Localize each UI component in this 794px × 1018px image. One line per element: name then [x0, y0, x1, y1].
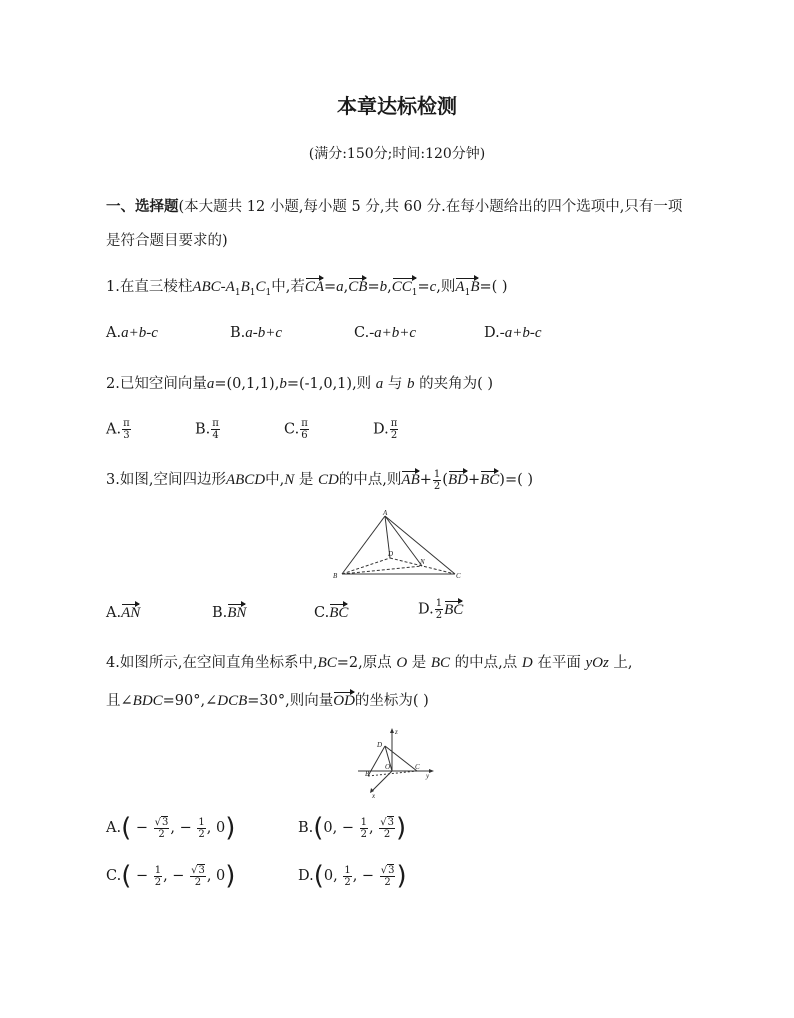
axis-x-label: x: [372, 792, 376, 798]
q4-option-b[interactable]: B.(0, − $\frac{1}{2}$ , $\frac{√3}{2}$ ): [298, 813, 407, 843]
coordinate-figure: [355, 726, 440, 798]
vector-bd: BD: [448, 469, 468, 489]
q1-option-d[interactable]: D.-a+b-c: [484, 325, 542, 341]
point-d-label: D: [377, 741, 383, 749]
q1-option-a[interactable]: A.a+b-c: [106, 325, 158, 341]
q2-option-a[interactable]: A. $\frac{\pi}{3}$: [106, 418, 130, 441]
q3-option-a[interactable]: A.AN: [106, 602, 140, 622]
question-1: 1.在直三棱柱ABC-$A_1B_1C_1$中,若$CA=a,CB=b,CC_1=c$,则$A_1B=$( ): [106, 275, 508, 298]
label-c: C: [456, 572, 461, 580]
axis-y-label: y: [426, 772, 430, 780]
vector-ca: CA: [305, 276, 324, 296]
section-heading: 一、选择题: [106, 199, 179, 215]
q3-option-b[interactable]: B.BN: [212, 602, 246, 622]
q3-option-d[interactable]: D. $\frac{1}{2}$ BC: [418, 598, 464, 621]
label-n: N: [420, 558, 425, 566]
label-b: B: [333, 572, 338, 580]
section-header: [106, 190, 696, 258]
point-o-label: O: [385, 763, 391, 771]
q1-tail: =( ): [479, 279, 508, 295]
vector-bc: BC: [480, 469, 499, 489]
vector-ab: AB: [401, 469, 419, 489]
vector-od: OD: [333, 690, 355, 710]
page-title: 本章达标检测: [337, 94, 457, 118]
axis-z-label: z: [395, 728, 398, 736]
q1-prism: ABC-A: [192, 279, 235, 295]
point-b-label: B: [365, 770, 370, 778]
q2-option-d[interactable]: D. $\frac{\pi}{2}$: [373, 418, 398, 441]
question-2: 2.已知空间向量a=(0,1,1),b=(-1,0,1),则 a 与 b 的夹角为( ): [106, 376, 494, 392]
q1-mid: 中,若: [271, 279, 305, 295]
vector-cb: CB: [348, 276, 367, 296]
label-a: A: [383, 509, 388, 517]
vector-cc1: $CC_1$: [392, 276, 418, 298]
q3-option-c[interactable]: C.BC: [314, 602, 348, 622]
label-d: D: [388, 550, 394, 558]
point-c-label: C: [415, 763, 420, 771]
page-subtitle: (满分:150分;时间:120分钟): [308, 146, 486, 162]
q1-prefix: 1.在直三棱柱: [106, 279, 193, 295]
vector-a1b: $A_1B$: [455, 276, 479, 298]
q2-option-b[interactable]: B. $\frac{\pi}{4}$: [195, 418, 219, 441]
q2-option-c[interactable]: C. $\frac{\pi}{6}$: [284, 418, 308, 441]
question-3: 3.如图,空间四边形ABCD中,N 是 CD的中点,则AB+ $\frac{1}{2}$ (BD+BC)=( ): [106, 468, 534, 492]
question-4: 4.如图所示,在空间直角坐标系中,BC=2,原点 O 是 BC 的中点,点 D 在平面 yOz 上,: [106, 655, 633, 671]
q1-option-b[interactable]: B.a-b+c: [230, 325, 283, 341]
tetrahedron-figure: [330, 508, 465, 583]
q4-option-a[interactable]: A.( − $\frac{√3}{2}$ , − $\frac{1}{2}$ , 0): [106, 813, 236, 843]
question-4-line-2: 且∠BDC=90°,∠DCB=30°,则向量OD的坐标为( ): [106, 689, 429, 710]
q4-option-d[interactable]: D.(0, $\frac{1}{2}$ , − $\frac{√3}{2}$ ): [298, 861, 407, 891]
section-instructions: (本大题共 12 小题,每小题 5 分,共 60 分.在每小题给出的四个选项中,只有一项是符合题目要求的): [106, 199, 683, 249]
q1-option-c[interactable]: C.-a+b+c: [354, 325, 417, 341]
q4-option-c[interactable]: C.( − $\frac{1}{2}$ , − $\frac{√3}{2}$ , 0): [106, 861, 236, 891]
